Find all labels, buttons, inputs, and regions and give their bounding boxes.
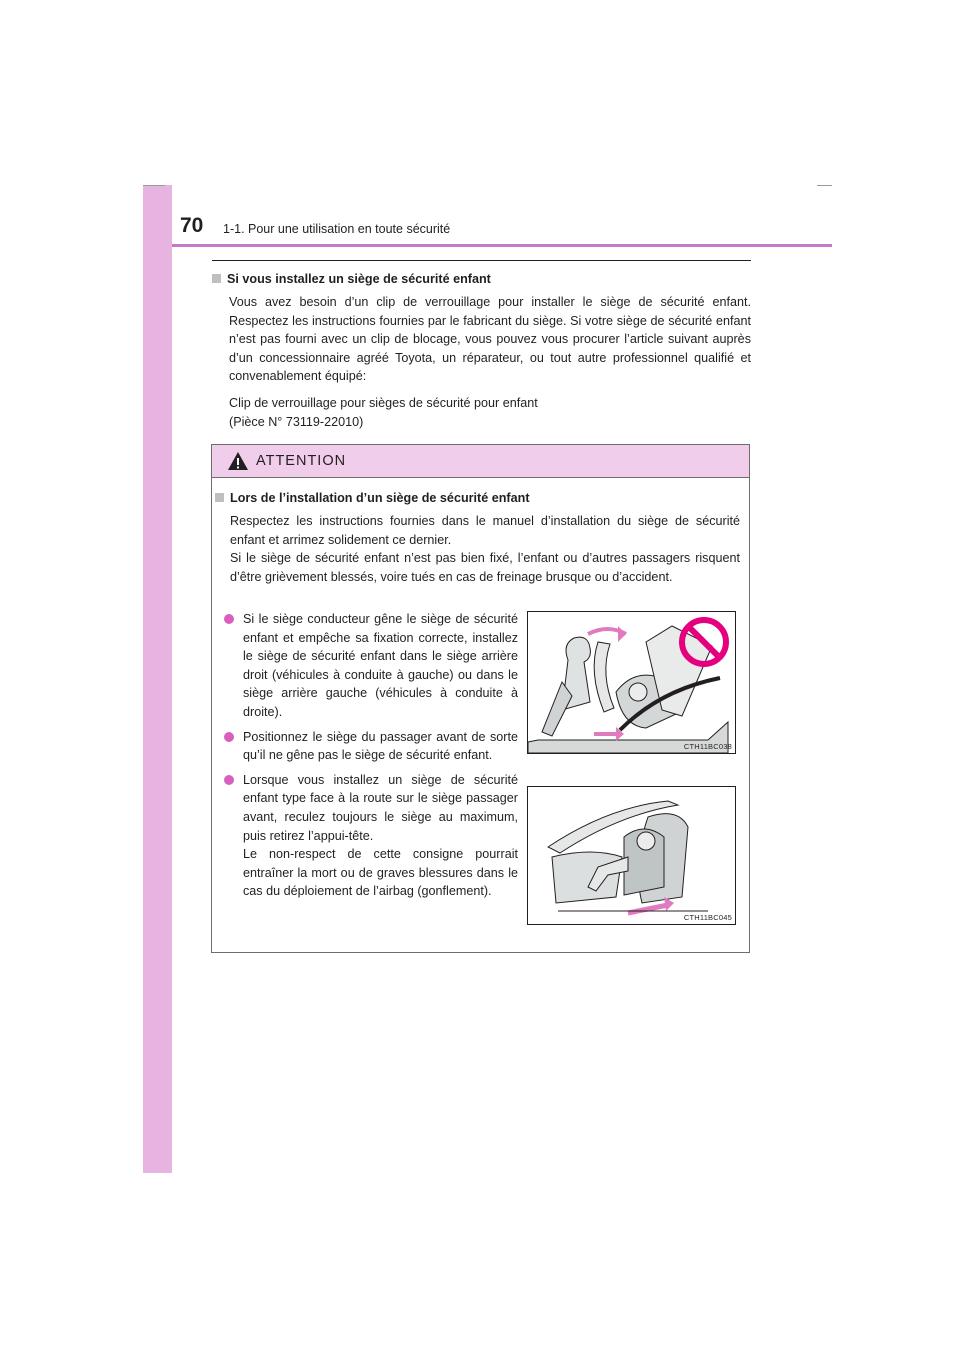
figure-driver-seat xyxy=(527,611,736,754)
bullet-dot-icon xyxy=(224,775,234,785)
square-bullet-icon xyxy=(215,493,224,502)
attention-bullets xyxy=(212,610,522,907)
bullet-text: Lorsque vous installez un siège de sécurité enfant type face à la route sur le siège passager avant, reculez toujours le siège au maximum, puis retirez l’appui-tête. xyxy=(243,772,518,843)
square-bullet-icon xyxy=(212,274,221,283)
page-number: 70 xyxy=(180,214,204,237)
figure-code: CTH11BC045 xyxy=(683,913,732,922)
attention-heading xyxy=(215,489,751,507)
crop-mark-left xyxy=(143,185,165,186)
install-section xyxy=(212,270,751,431)
bullet-item xyxy=(212,771,522,901)
attention-heading-text: Lors de l’installation d’un siège de sécurité enfant xyxy=(230,491,530,505)
bullet-text: Positionnez le siège du passager avant de sorte qu’il ne gêne pas le siège de sécurité enfant. xyxy=(243,729,518,763)
attention-paragraph-2: Si le siège de sécurité enfant n’est pas bien fixé, l’enfant ou d’autres passagers risquent d’être grièvement blessés, voire tués en cas de freinage brusque ou d’accident. xyxy=(230,551,740,584)
bullet-dot-icon xyxy=(224,732,234,742)
attention-box xyxy=(211,444,750,953)
attention-body xyxy=(212,489,751,586)
crop-mark-right xyxy=(817,185,832,186)
install-heading-text: Si vous installez un siège de sécurité enfant xyxy=(227,272,491,286)
attention-header xyxy=(212,445,749,478)
install-paragraph: Vous avez besoin d’un clip de verrouillage pour installer le siège de sécurité enfant. Respectez les instructions fournies par le fabricant du siège. Si votre siège de sécurité enfant n’est pas fourni avec un clip de blocage, vous pouvez vous procurer l’article suivant auprès d’un concessionnaire agréé Toyota, un réparateur, ou tout autre professionnel qualifié et convenablement équipé: xyxy=(229,295,751,384)
prohibition-icon xyxy=(678,616,730,668)
part-line-1: Clip de verrouillage pour sièges de sécurité pour enfant xyxy=(229,395,538,410)
attention-label: ATTENTION xyxy=(256,453,347,469)
bullet-dot-icon xyxy=(224,614,234,624)
bullet-item xyxy=(212,610,522,722)
bullet-extra-text: Le non-respect de cette consigne pourrait entraîner la mort ou de graves blessures dans le cas du déploiement de l’airbag (gonflement). xyxy=(243,847,518,899)
side-tab-band xyxy=(143,185,172,1173)
header-line xyxy=(172,244,832,247)
part-line-2: (Pièce N° 73119-22010) xyxy=(229,414,364,429)
top-rule xyxy=(212,260,751,261)
install-heading xyxy=(212,270,751,288)
section-title: 1-1. Pour une utilisation en toute sécurité xyxy=(223,222,451,236)
figure-passenger-seat xyxy=(527,786,736,925)
bullet-text: Si le siège conducteur gêne le siège de sécurité enfant et empêche sa fixation correcte, installez le siège de sécurité enfant dans le siège arrière droit (véhicules à conduite à gauche) ou dans le siège arrière gauche (véhicules à conduite à droite). xyxy=(243,612,518,719)
warning-triangle-icon xyxy=(227,451,249,471)
attention-paragraph-1: Respectez les instructions fournies dans le manuel d’installation du siège de sécurité enfant et arrimez solidement ce dernier. xyxy=(230,514,740,547)
figure-code: CTH11BC038 xyxy=(683,742,732,751)
bullet-item xyxy=(212,728,522,765)
passenger-seat-illustration xyxy=(528,787,735,924)
